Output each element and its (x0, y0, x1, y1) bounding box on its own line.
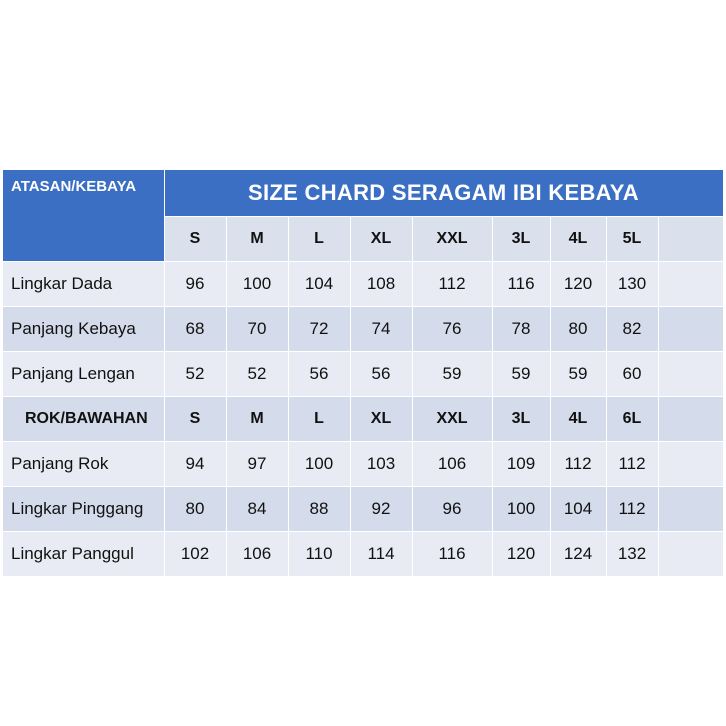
value-cell: 106 (226, 531, 288, 576)
value-cell: 130 (606, 261, 658, 306)
size-header: 4L (550, 216, 606, 261)
value-cell: 56 (350, 351, 412, 396)
table-row (3, 306, 723, 351)
value-cell: 56 (288, 351, 350, 396)
value-cell: 59 (412, 351, 492, 396)
size-chart-table (3, 170, 724, 577)
value-cell: 132 (606, 531, 658, 576)
size-header: 3L (492, 396, 550, 441)
value-cell: 96 (164, 261, 226, 306)
empty-cell (658, 486, 723, 531)
value-cell: 100 (288, 441, 350, 486)
chart-title: SIZE CHARD SERAGAM IBI KEBAYA (164, 170, 723, 216)
table-row (3, 441, 723, 486)
size-header: L (288, 396, 350, 441)
value-cell: 109 (492, 441, 550, 486)
size-header: S (164, 216, 226, 261)
size-header: L (288, 216, 350, 261)
size-header: XL (350, 396, 412, 441)
value-cell: 124 (550, 531, 606, 576)
value-cell: 100 (492, 486, 550, 531)
size-header: XL (350, 216, 412, 261)
value-cell: 120 (550, 261, 606, 306)
empty-cell (658, 261, 723, 306)
value-cell: 74 (350, 306, 412, 351)
empty-cell (658, 441, 723, 486)
row-label: Lingkar Pinggang (3, 486, 164, 531)
value-cell: 106 (412, 441, 492, 486)
empty-cell (658, 396, 723, 441)
value-cell: 84 (226, 486, 288, 531)
value-cell: 108 (350, 261, 412, 306)
size-header: 5L (606, 216, 658, 261)
value-cell: 104 (288, 261, 350, 306)
value-cell: 112 (606, 486, 658, 531)
value-cell: 112 (412, 261, 492, 306)
size-header: 6L (606, 396, 658, 441)
value-cell: 52 (164, 351, 226, 396)
value-cell: 120 (492, 531, 550, 576)
corner-label: ATASAN/KEBAYA (3, 170, 164, 261)
value-cell: 59 (492, 351, 550, 396)
value-cell: 80 (550, 306, 606, 351)
value-cell: 116 (412, 531, 492, 576)
row-label: Panjang Lengan (3, 351, 164, 396)
value-cell: 112 (550, 441, 606, 486)
table-row (3, 486, 723, 531)
row-label: Lingkar Dada (3, 261, 164, 306)
empty-cell (658, 531, 723, 576)
value-cell: 112 (606, 441, 658, 486)
size-header: 3L (492, 216, 550, 261)
empty-cell (658, 351, 723, 396)
value-cell: 97 (226, 441, 288, 486)
table-row (3, 351, 723, 396)
value-cell: 70 (226, 306, 288, 351)
empty-cell (658, 306, 723, 351)
value-cell: 114 (350, 531, 412, 576)
size-header: XXL (412, 396, 492, 441)
value-cell: 59 (550, 351, 606, 396)
table-row (3, 261, 723, 306)
value-cell: 103 (350, 441, 412, 486)
value-cell: 76 (412, 306, 492, 351)
section-header: ROK/BAWAHAN (3, 396, 164, 441)
size-header: 4L (550, 396, 606, 441)
size-header: XXL (412, 216, 492, 261)
table-row (3, 531, 723, 576)
value-cell: 100 (226, 261, 288, 306)
value-cell: 96 (412, 486, 492, 531)
empty-cell (658, 216, 723, 261)
value-cell: 52 (226, 351, 288, 396)
row-label: Panjang Rok (3, 441, 164, 486)
value-cell: 102 (164, 531, 226, 576)
value-cell: 80 (164, 486, 226, 531)
value-cell: 94 (164, 441, 226, 486)
value-cell: 68 (164, 306, 226, 351)
value-cell: 88 (288, 486, 350, 531)
size-header: M (226, 396, 288, 441)
row-label: Lingkar Panggul (3, 531, 164, 576)
value-cell: 110 (288, 531, 350, 576)
row-label: Panjang Kebaya (3, 306, 164, 351)
value-cell: 78 (492, 306, 550, 351)
bottom-size-header-row (3, 396, 723, 441)
value-cell: 104 (550, 486, 606, 531)
size-header: M (226, 216, 288, 261)
value-cell: 92 (350, 486, 412, 531)
value-cell: 82 (606, 306, 658, 351)
value-cell: 60 (606, 351, 658, 396)
value-cell: 116 (492, 261, 550, 306)
value-cell: 72 (288, 306, 350, 351)
size-header: S (164, 396, 226, 441)
